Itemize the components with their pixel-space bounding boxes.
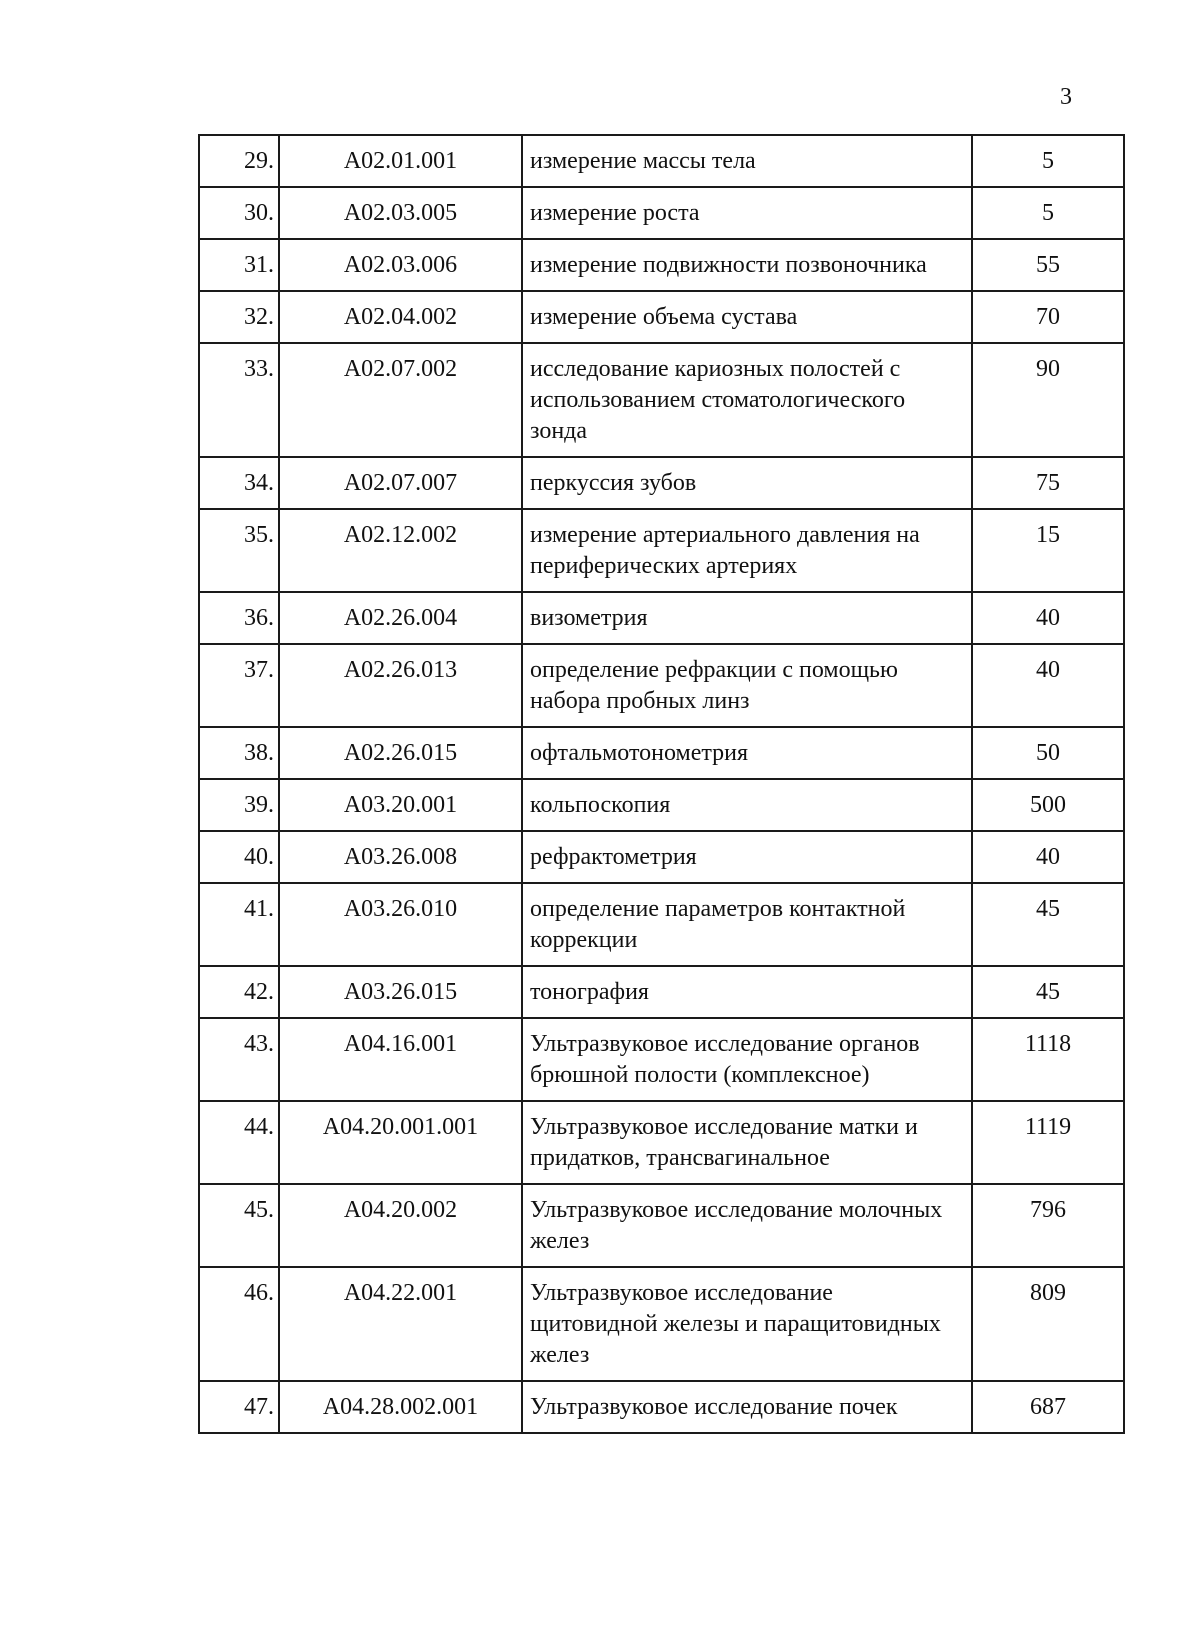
service-name: офтальмотонометрия <box>522 727 972 779</box>
table-row <box>199 135 1124 187</box>
service-price: 500 <box>972 779 1124 831</box>
table-row <box>199 592 1124 644</box>
service-price: 55 <box>972 239 1124 291</box>
service-price: 5 <box>972 135 1124 187</box>
service-price: 45 <box>972 966 1124 1018</box>
service-code: A02.04.002 <box>279 291 522 343</box>
service-name: рефрактометрия <box>522 831 972 883</box>
table-row <box>199 966 1124 1018</box>
service-price: 75 <box>972 457 1124 509</box>
table-row <box>199 457 1124 509</box>
service-name: исследование кариозных полостей с использованием стоматологического зонда <box>522 343 972 457</box>
service-code: A02.26.013 <box>279 644 522 727</box>
service-name: кольпоскопия <box>522 779 972 831</box>
service-price: 1119 <box>972 1101 1124 1184</box>
service-price: 45 <box>972 883 1124 966</box>
service-code: A03.26.015 <box>279 966 522 1018</box>
row-number: 42. <box>199 966 279 1018</box>
service-name: измерение массы тела <box>522 135 972 187</box>
service-price: 687 <box>972 1381 1124 1433</box>
row-number: 38. <box>199 727 279 779</box>
service-code: A02.26.004 <box>279 592 522 644</box>
table-row <box>199 509 1124 592</box>
table-row <box>199 343 1124 457</box>
service-code: A02.03.005 <box>279 187 522 239</box>
table-row <box>199 187 1124 239</box>
table-row <box>199 1267 1124 1381</box>
service-name: перкуссия зубов <box>522 457 972 509</box>
table-row <box>199 239 1124 291</box>
service-name: измерение роста <box>522 187 972 239</box>
service-name: Ультразвуковое исследование почек <box>522 1381 972 1433</box>
row-number: 43. <box>199 1018 279 1101</box>
row-number: 39. <box>199 779 279 831</box>
row-number: 45. <box>199 1184 279 1267</box>
row-number: 35. <box>199 509 279 592</box>
service-price: 70 <box>972 291 1124 343</box>
row-number: 32. <box>199 291 279 343</box>
row-number: 44. <box>199 1101 279 1184</box>
row-number: 41. <box>199 883 279 966</box>
service-name: Ультразвуковое исследование молочных желез <box>522 1184 972 1267</box>
service-code: A04.20.002 <box>279 1184 522 1267</box>
table-row <box>199 644 1124 727</box>
service-code: A02.07.002 <box>279 343 522 457</box>
row-number: 40. <box>199 831 279 883</box>
service-name: измерение объема сустава <box>522 291 972 343</box>
table-row <box>199 831 1124 883</box>
row-number: 33. <box>199 343 279 457</box>
service-price: 5 <box>972 187 1124 239</box>
service-price: 50 <box>972 727 1124 779</box>
service-code: A03.26.008 <box>279 831 522 883</box>
table-row <box>199 779 1124 831</box>
row-number: 36. <box>199 592 279 644</box>
table-row <box>199 727 1124 779</box>
table-row <box>199 1101 1124 1184</box>
service-code: A02.12.002 <box>279 509 522 592</box>
service-price: 1118 <box>972 1018 1124 1101</box>
page-number: 3 <box>1060 84 1072 110</box>
table-row <box>199 1018 1124 1101</box>
table-row <box>199 291 1124 343</box>
services-price-table <box>198 134 1125 1434</box>
service-code: A02.01.001 <box>279 135 522 187</box>
table-row <box>199 1184 1124 1267</box>
service-price: 40 <box>972 644 1124 727</box>
service-price: 796 <box>972 1184 1124 1267</box>
service-name: определение параметров контактной коррекции <box>522 883 972 966</box>
table-row <box>199 1381 1124 1433</box>
row-number: 30. <box>199 187 279 239</box>
service-code: A03.20.001 <box>279 779 522 831</box>
service-price: 90 <box>972 343 1124 457</box>
service-code: A02.03.006 <box>279 239 522 291</box>
service-code: A04.16.001 <box>279 1018 522 1101</box>
row-number: 31. <box>199 239 279 291</box>
table-row <box>199 883 1124 966</box>
service-name: визометрия <box>522 592 972 644</box>
service-name: измерение подвижности позвоночника <box>522 239 972 291</box>
service-code: A02.07.007 <box>279 457 522 509</box>
service-name: определение рефракции с помощью набора пробных линз <box>522 644 972 727</box>
service-price: 809 <box>972 1267 1124 1381</box>
service-price: 40 <box>972 592 1124 644</box>
service-code: A04.20.001.001 <box>279 1101 522 1184</box>
row-number: 34. <box>199 457 279 509</box>
service-code: A02.26.015 <box>279 727 522 779</box>
service-name: тонография <box>522 966 972 1018</box>
row-number: 29. <box>199 135 279 187</box>
row-number: 47. <box>199 1381 279 1433</box>
service-code: A04.22.001 <box>279 1267 522 1381</box>
service-code: A04.28.002.001 <box>279 1381 522 1433</box>
service-code: A03.26.010 <box>279 883 522 966</box>
row-number: 37. <box>199 644 279 727</box>
service-name: Ультразвуковое исследование органов брюшной полости (комплексное) <box>522 1018 972 1101</box>
row-number: 46. <box>199 1267 279 1381</box>
service-name: Ультразвуковое исследование матки и придатков, трансвагинальное <box>522 1101 972 1184</box>
service-name: измерение артериального давления на периферических артериях <box>522 509 972 592</box>
service-name: Ультразвуковое исследование щитовидной железы и паращитовидных желез <box>522 1267 972 1381</box>
service-price: 40 <box>972 831 1124 883</box>
service-price: 15 <box>972 509 1124 592</box>
